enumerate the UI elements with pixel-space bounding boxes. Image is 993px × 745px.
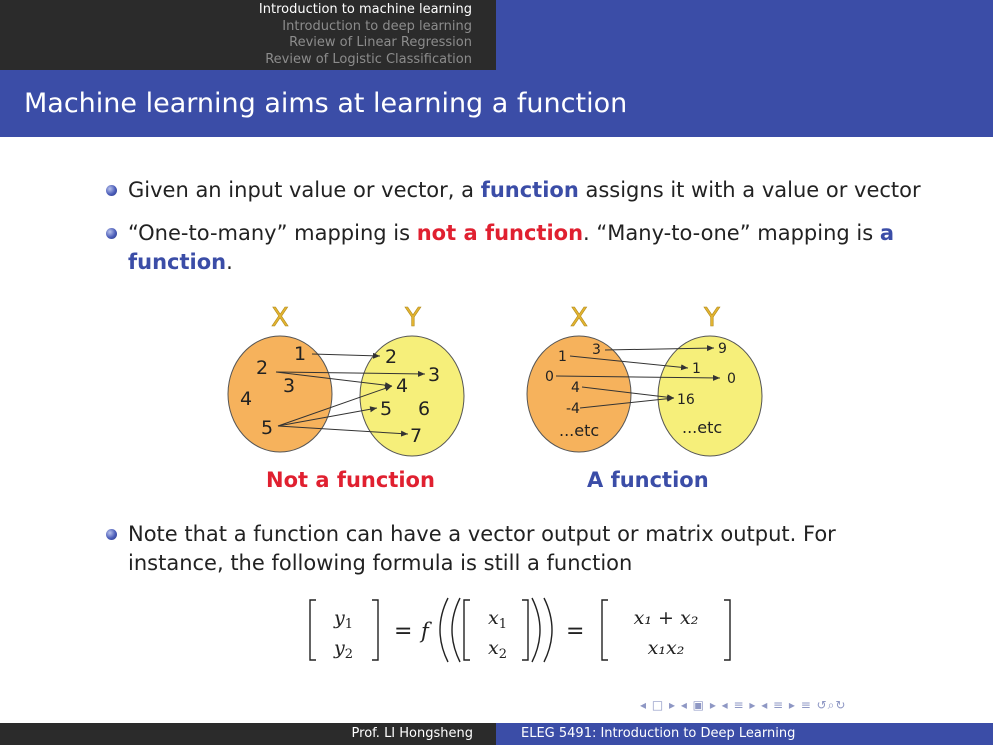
section-link-machine-learning[interactable]: Introduction to machine learning xyxy=(258,2,472,17)
y-value: 16 xyxy=(677,392,695,408)
bullet-icon xyxy=(106,228,117,239)
equals-sign: = xyxy=(566,619,585,644)
footer-author: Prof. LI Hongsheng xyxy=(351,726,473,741)
x1-subscript: 1 xyxy=(498,617,507,632)
svg-text:y1 xyxy=(333,607,353,632)
x-value: 1 xyxy=(294,343,307,365)
y-value: 0 xyxy=(727,371,736,387)
section-link-deep-learning[interactable]: Introduction to deep learning xyxy=(282,18,472,34)
y2-subscript: 2 xyxy=(344,647,354,662)
section-link-linear-regression[interactable]: Review of Linear Regression xyxy=(289,35,472,50)
bullet-function-definition: Given an input value or vector, a function assigns it with a value or vector xyxy=(128,176,928,205)
equals-sign: = xyxy=(394,619,413,644)
set-y-label: Y xyxy=(704,303,720,333)
y1-subscript: 1 xyxy=(344,617,354,632)
vector-function-formula xyxy=(300,596,750,668)
frame-title: Machine learning aims at learning a function xyxy=(24,88,628,119)
y-value: 4 xyxy=(396,375,409,397)
function-f: f xyxy=(421,619,429,643)
x-value: 3 xyxy=(283,375,296,397)
x-value: 3 xyxy=(592,342,601,358)
set-x-label: X xyxy=(271,303,289,333)
x-value: -4 xyxy=(566,401,580,417)
x-value: ...etc xyxy=(559,421,600,440)
x-value: 2 xyxy=(256,357,269,379)
svg-text:x1 xyxy=(488,607,507,632)
bullet-icon xyxy=(106,185,117,196)
x-value: 5 xyxy=(261,417,274,439)
x-value: 0 xyxy=(545,369,554,385)
x-value: 4 xyxy=(240,388,253,410)
y-value: 3 xyxy=(428,364,441,386)
y-value: 1 xyxy=(692,361,701,377)
set-y-label: Y xyxy=(405,303,421,333)
section-link-logistic-classification[interactable]: Review of Logistic Classification xyxy=(265,51,472,67)
svg-text:y2 xyxy=(333,637,353,662)
x-value: 4 xyxy=(571,380,580,396)
set-x-label: X xyxy=(570,303,588,333)
diagram-not-a-function xyxy=(220,300,480,460)
svg-text:x2 xyxy=(488,637,507,662)
y-value: 7 xyxy=(410,425,423,447)
y1-symbol: y xyxy=(334,607,345,629)
sum-entry: x₁ + x₂ xyxy=(633,607,699,629)
footer-course-title: ELEG 5491: Introduction to Deep Learning xyxy=(521,726,796,741)
diagram-a-function xyxy=(520,300,780,460)
codomain-set-y xyxy=(658,336,762,456)
product-entry: x₁x₂ xyxy=(647,637,685,659)
bullet-vector-output: Note that a function can have a vector output or matrix output. For instance, the following formula is still a function xyxy=(128,520,908,578)
caption-not-a-function: Not a function xyxy=(266,468,435,492)
x2-subscript: 2 xyxy=(498,647,507,662)
y-value: 9 xyxy=(718,341,727,357)
beamer-navigation-controls[interactable]: ◂ □ ▸ ◂ ▣ ▸ ◂ ≡ ▸ ◂ ≡ ▸ ≡ ↺⌕↻ xyxy=(640,698,847,712)
caption-a-function: A function xyxy=(587,468,709,492)
bullet-icon xyxy=(106,529,117,540)
bullet-mapping: “One-to-many” mapping is not a function. “Many-to-one” mapping is a function. xyxy=(128,219,908,277)
section-navigation xyxy=(72,2,472,68)
y2-symbol: y xyxy=(334,637,345,659)
y-value: 2 xyxy=(385,346,398,368)
y-value: 6 xyxy=(418,398,431,420)
x-value: 1 xyxy=(558,349,567,365)
header-subsection-strip xyxy=(496,0,993,70)
y-value: ...etc xyxy=(682,418,723,437)
x2-symbol: x xyxy=(488,637,499,659)
y-value: 5 xyxy=(380,398,393,420)
x1-symbol: x xyxy=(488,607,499,629)
